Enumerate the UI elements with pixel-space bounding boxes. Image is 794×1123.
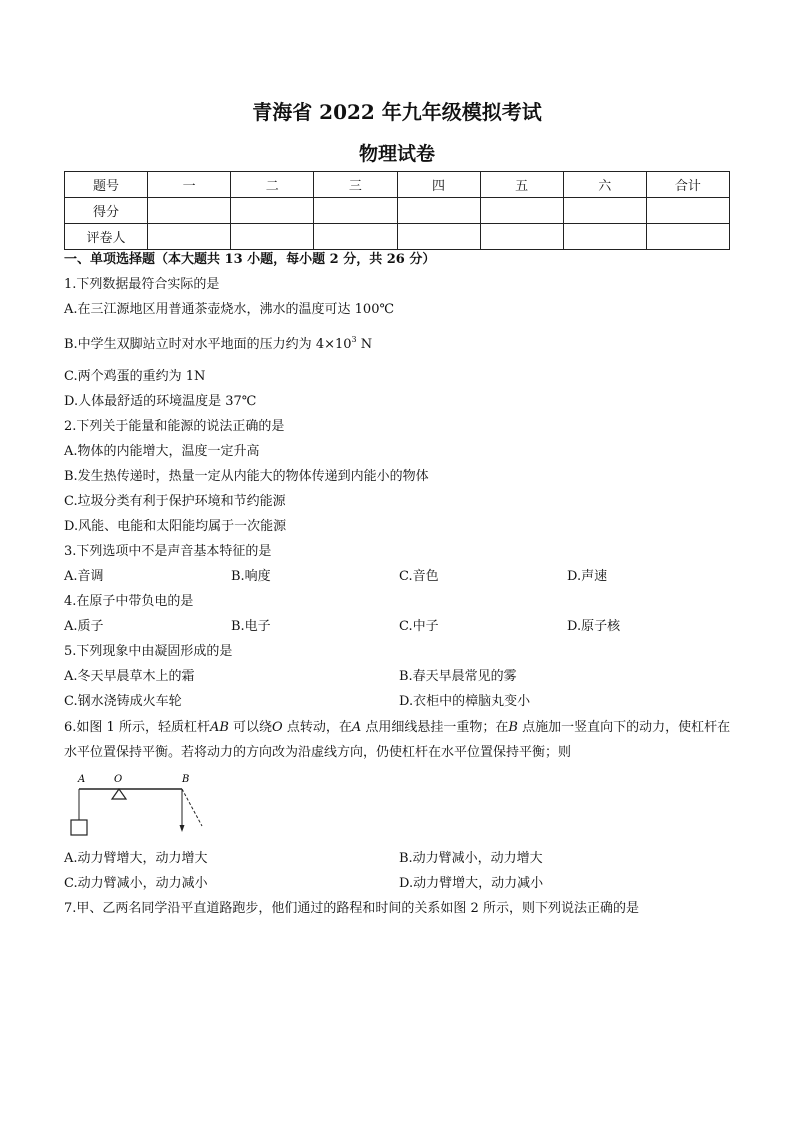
score-input-cell[interactable] bbox=[148, 198, 231, 224]
table-cell: 一 bbox=[148, 172, 231, 198]
table-cell: 二 bbox=[231, 172, 314, 198]
q6-option-d: D.动力臂增大，动力减小 bbox=[399, 876, 544, 891]
question-1-stem: 1.下列数据最符合实际的是 bbox=[64, 277, 220, 292]
table-cell: 三 bbox=[314, 172, 397, 198]
table-cell: 评卷人 bbox=[65, 224, 148, 250]
score-table-header-row bbox=[65, 172, 730, 198]
weight-block bbox=[71, 820, 87, 835]
q6-text: 点用细线悬挂一重物；在 bbox=[361, 720, 509, 735]
score-table-row bbox=[65, 198, 730, 224]
score-input-cell[interactable] bbox=[314, 198, 397, 224]
q6-option-a: A.动力臂增大，动力增大 bbox=[64, 851, 208, 866]
q3-option-d: D.声速 bbox=[567, 569, 608, 584]
grader-input-cell[interactable] bbox=[480, 224, 563, 250]
grader-input-cell[interactable] bbox=[148, 224, 231, 250]
q2-option-a: A.物体的内能增大，温度一定升高 bbox=[64, 444, 260, 459]
q5-option-a: A.冬天早晨草木上的霜 bbox=[64, 669, 195, 684]
grader-input-cell[interactable] bbox=[231, 224, 314, 250]
q2-option-b: B.发生热传递时，热量一定从内能大的物体传递到内能小的物体 bbox=[64, 469, 429, 484]
q1-option-d: D.人体最舒适的环境温度是 37℃ bbox=[64, 394, 257, 409]
q2-option-d: D.风能、电能和太阳能均属于一次能源 bbox=[64, 519, 287, 534]
q1-exponent: 3 bbox=[351, 335, 357, 344]
q4-option-c: C.中子 bbox=[399, 619, 439, 634]
lever-figure bbox=[64, 770, 224, 842]
q6-option-b: B.动力臂减小，动力增大 bbox=[399, 851, 543, 866]
figure-label-b: B bbox=[182, 774, 190, 785]
question-2-stem: 2.下列关于能量和能源的说法正确的是 bbox=[64, 419, 285, 434]
question-5-stem: 5.下列现象中由凝固形成的是 bbox=[64, 644, 233, 659]
score-table-row bbox=[65, 224, 730, 250]
force-arrow-head-icon bbox=[180, 825, 185, 832]
score-input-cell[interactable] bbox=[646, 198, 729, 224]
q4-option-a: A.质子 bbox=[64, 619, 104, 634]
grader-input-cell[interactable] bbox=[563, 224, 646, 250]
grader-input-cell[interactable] bbox=[397, 224, 480, 250]
q6-text: 点转动，在 bbox=[282, 720, 352, 735]
q6-text: 点施加一竖直向下的动力，使杠杆在水平位置保持平衡。若将动力的方向改为沿虚线方向，仍使杠杆在水平位置保持平衡；则 bbox=[64, 720, 731, 760]
q6-pivot-name: O bbox=[272, 720, 283, 735]
q3-option-b: B.响度 bbox=[231, 569, 271, 584]
q3-option-c: C.音色 bbox=[399, 569, 439, 584]
q1-option-a: A.在三江源地区用普通茶壶烧水，沸水的温度可达 100℃ bbox=[64, 302, 395, 317]
table-cell: 得分 bbox=[65, 198, 148, 224]
table-cell: 题号 bbox=[65, 172, 148, 198]
section-heading: 一、单项选择题（本大题共 13 小题，每小题 2 分，共 26 分） bbox=[64, 252, 436, 267]
q1-option-b-text: B.中学生双脚站立时对水平地面的压力约为 4×10 bbox=[64, 337, 352, 352]
exam-title: 青海省 2022 年九年级模拟考试 bbox=[252, 100, 542, 124]
figure-label-a: A bbox=[78, 774, 86, 785]
q6-text: 6.如图 1 所示，轻质杠杆 bbox=[64, 720, 210, 735]
table-cell: 五 bbox=[480, 172, 563, 198]
question-3-stem: 3.下列选项中不是声音基本特征的是 bbox=[64, 544, 272, 559]
score-input-cell[interactable] bbox=[397, 198, 480, 224]
grader-input-cell[interactable] bbox=[314, 224, 397, 250]
dashed-force-line bbox=[182, 789, 202, 826]
pivot-triangle-icon bbox=[112, 789, 126, 799]
score-table bbox=[64, 171, 730, 250]
grader-input-cell[interactable] bbox=[646, 224, 729, 250]
score-input-cell[interactable] bbox=[563, 198, 646, 224]
q2-option-c: C.垃圾分类有利于保护环境和节约能源 bbox=[64, 494, 286, 509]
table-cell: 六 bbox=[563, 172, 646, 198]
q6-lever-name: AB bbox=[209, 720, 229, 735]
q1-option-b bbox=[64, 336, 372, 354]
q4-option-b: B.电子 bbox=[231, 619, 271, 634]
exam-subtitle: 物理试卷 bbox=[358, 143, 435, 165]
question-6-stem bbox=[64, 715, 732, 765]
q6-point-b-name: B bbox=[508, 720, 518, 735]
q6-option-c: C.动力臂减小，动力减小 bbox=[64, 876, 208, 891]
score-input-cell[interactable] bbox=[480, 198, 563, 224]
table-cell: 四 bbox=[397, 172, 480, 198]
q6-text: 可以绕 bbox=[228, 720, 273, 735]
question-7-stem: 7.甲、乙两名同学沿平直道路跑步，他们通过的路程和时间的关系如图 2 所示，则下列说法正确的是 bbox=[64, 901, 639, 916]
q5-option-d: D.衣柜中的樟脑丸变小 bbox=[399, 694, 531, 709]
table-cell: 合计 bbox=[646, 172, 729, 198]
q1-option-c: C.两个鸡蛋的重约为 1N bbox=[64, 369, 206, 384]
question-4-stem: 4.在原子中带负电的是 bbox=[64, 594, 194, 609]
q6-point-a-name: A bbox=[351, 720, 362, 735]
figure-label-o: O bbox=[114, 774, 123, 785]
q5-option-b: B.春天早晨常见的雾 bbox=[399, 669, 517, 684]
q3-option-a: A.音调 bbox=[64, 569, 104, 584]
q4-option-d: D.原子核 bbox=[567, 619, 621, 634]
q1-unit: N bbox=[356, 337, 373, 352]
q5-option-c: C.钢水浇铸成火车轮 bbox=[64, 694, 182, 709]
score-input-cell[interactable] bbox=[231, 198, 314, 224]
